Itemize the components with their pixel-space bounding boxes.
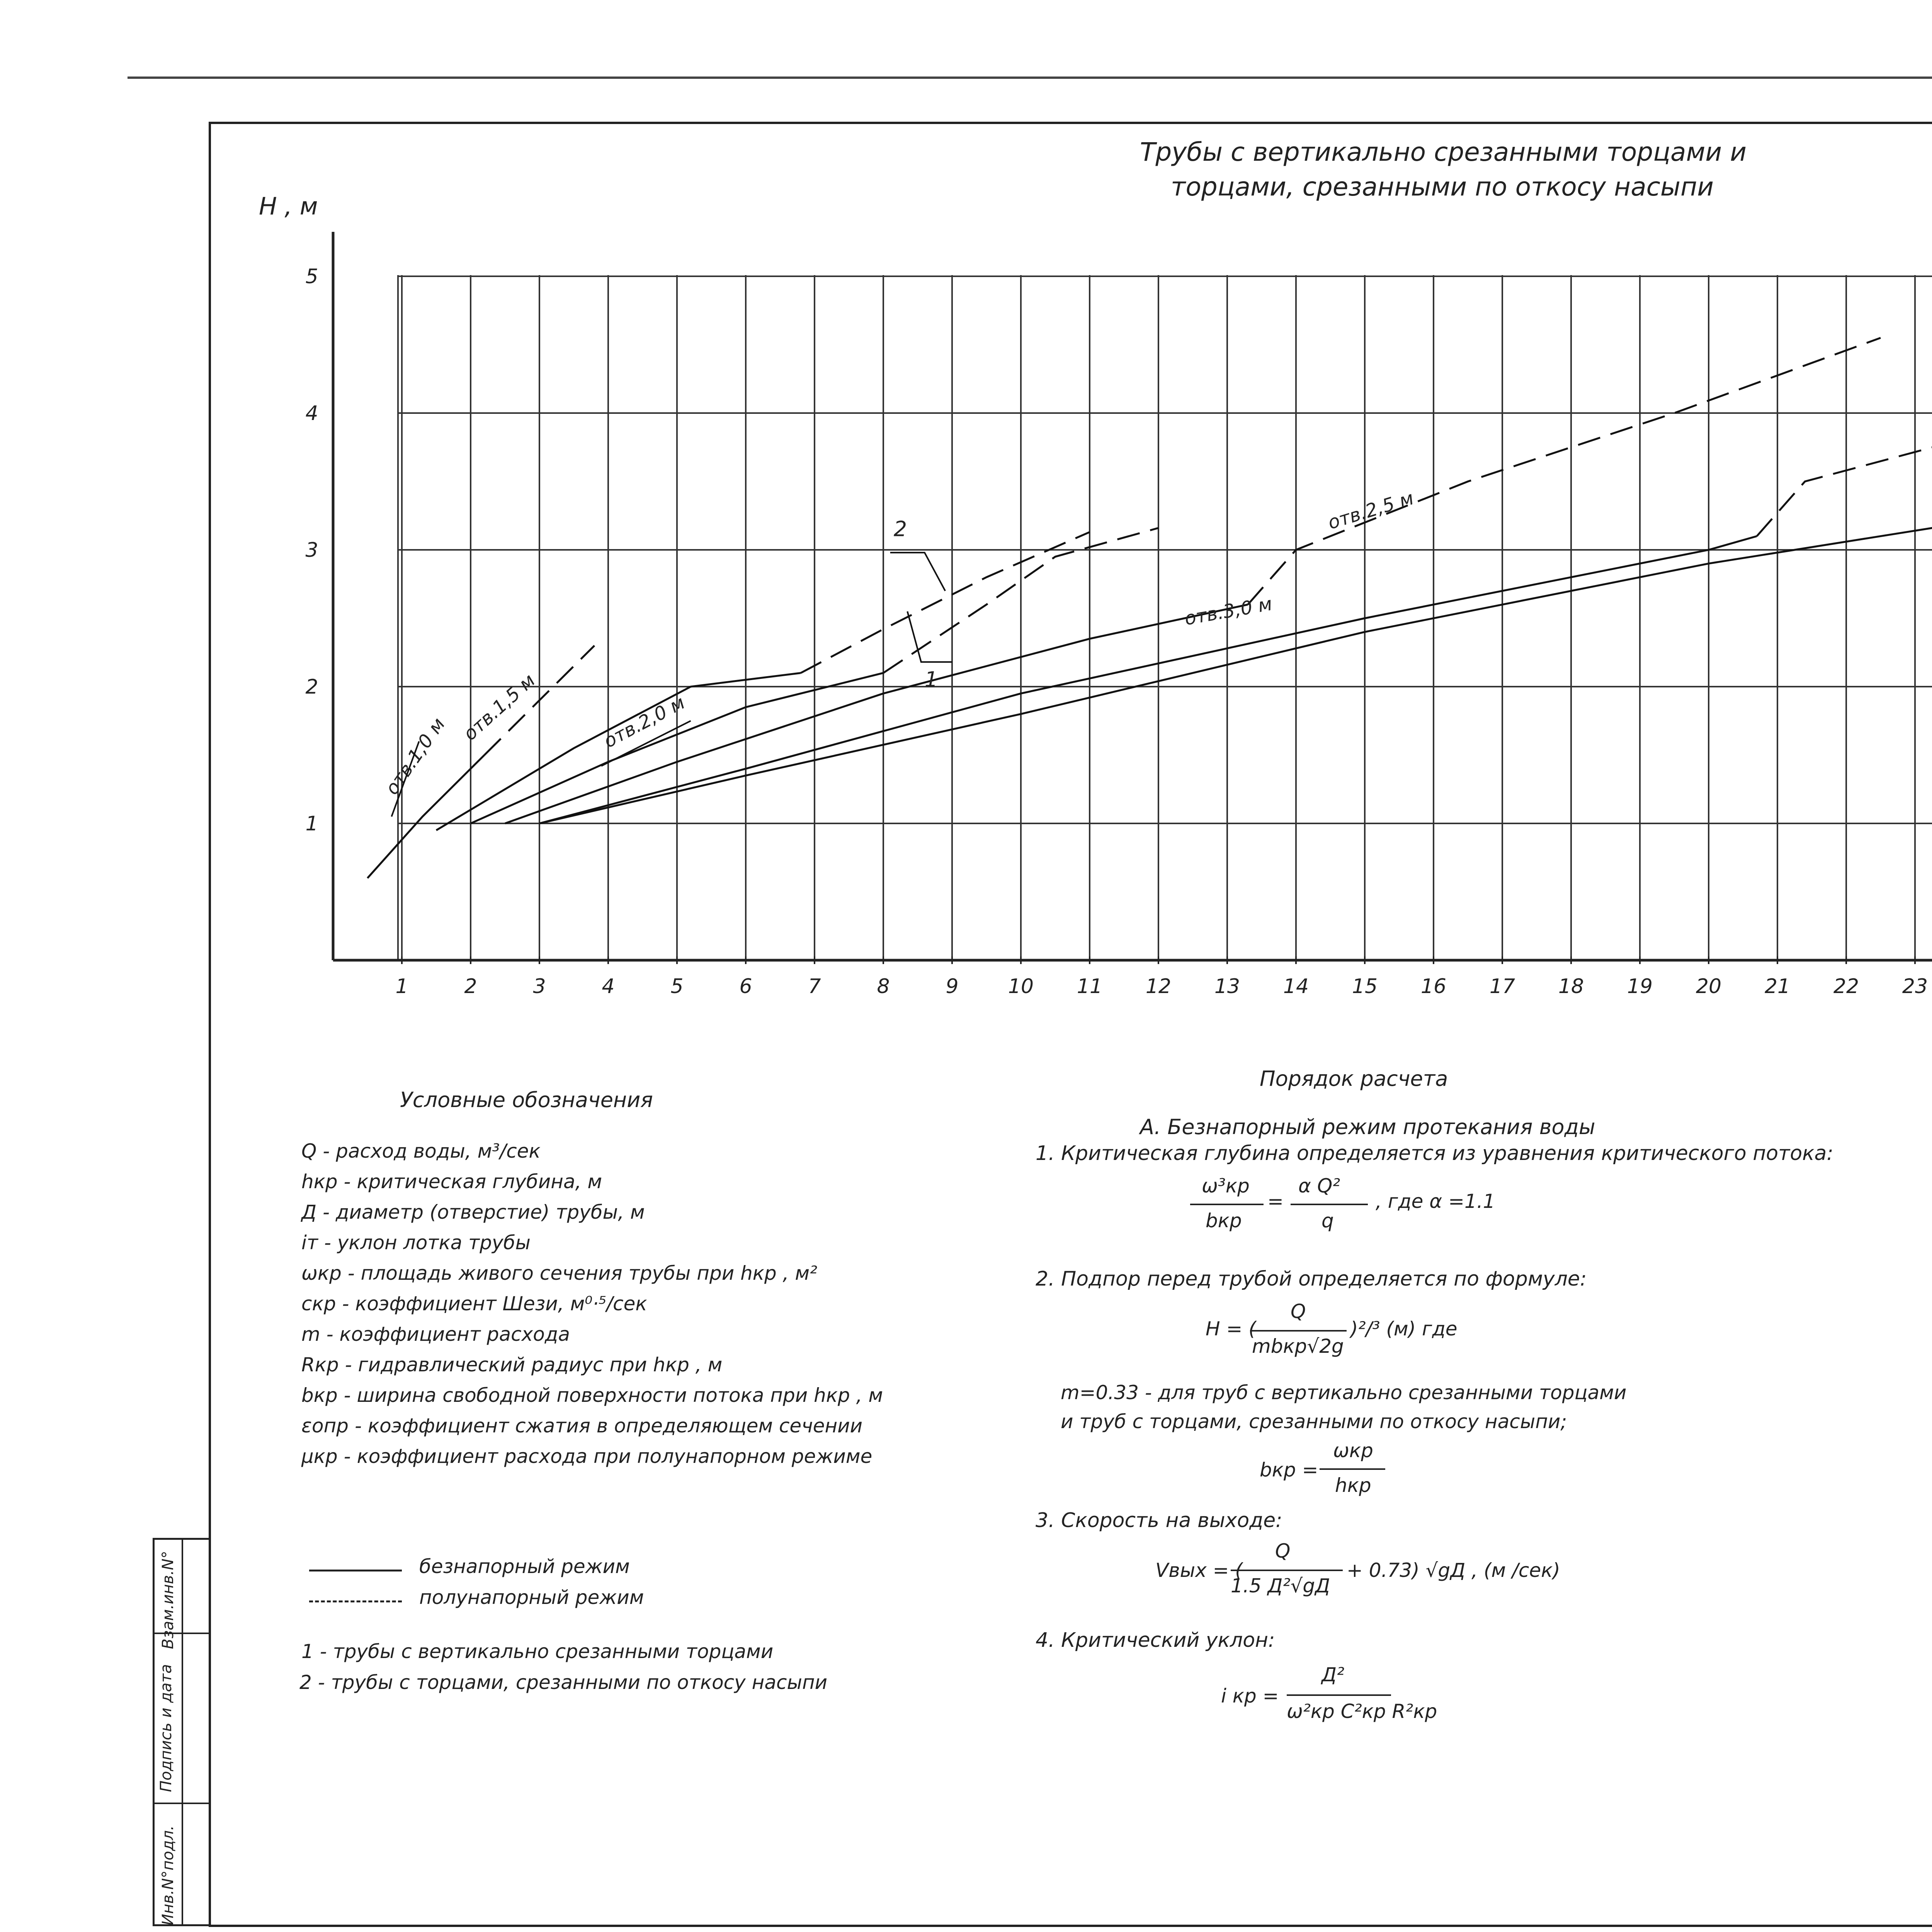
legend-solid-label: безнапорный режим xyxy=(419,1555,630,1578)
annotation-label: 1 xyxy=(924,667,938,692)
annotation-leader xyxy=(907,611,952,662)
x-tick-label: 5 xyxy=(670,975,684,998)
legend-item: m - коэффициент расхода xyxy=(301,1323,570,1345)
legend-item: εопр - коэффициент сжатия в определяющем сечении xyxy=(301,1415,863,1437)
step-a2-note1: m=0.33 - для труб с вертикально срезанными торцами xyxy=(1061,1381,1627,1404)
legend-item: bкр - ширина свободной поверхности потока при hкр , м xyxy=(301,1384,883,1406)
x-tick-label: 2 xyxy=(464,975,477,998)
y-tick-label: 4 xyxy=(305,402,318,425)
x-tick-label: 9 xyxy=(946,975,959,998)
y-axis-label: Н , м xyxy=(259,192,318,220)
legend-dashed-line xyxy=(309,1600,402,1602)
x-tick-label: 14 xyxy=(1283,975,1309,998)
x-tick-label: 13 xyxy=(1214,975,1240,998)
series-label: отв.2,5 м xyxy=(1325,487,1417,534)
y-tick-label: 3 xyxy=(305,539,318,562)
legend-heading: Условные обозначения xyxy=(400,1088,653,1112)
side-label-inv: Инв.N°подл. xyxy=(159,1825,177,1925)
step-a1: 1. Критическая глубина определяется из уравнения критического потока: xyxy=(1036,1142,1833,1165)
series-line-solid xyxy=(505,605,1248,823)
x-tick-label: 12 xyxy=(1145,975,1172,998)
x-tick-label: 10 xyxy=(1008,975,1034,998)
formula-surface-width: bкр = ωкр hкр xyxy=(1260,1437,1453,1507)
legend-item: hкр - критическая глубина, м xyxy=(301,1170,602,1193)
legend-item: Q - расход воды, м³/сек xyxy=(301,1140,541,1162)
x-tick-label: 6 xyxy=(739,975,752,998)
annotation-leader xyxy=(890,553,945,591)
side-label-sign: Подпись и дата xyxy=(157,1664,175,1792)
series-label: отв.3,0 м xyxy=(1183,593,1274,630)
x-tick-label: 21 xyxy=(1764,975,1791,998)
chart-title-line1: Трубы с вертикально срезанными торцами и xyxy=(1140,137,1747,167)
x-tick-label: 3 xyxy=(533,975,546,998)
formula-critical-flow: ω³кр bкр = α Q² q , где α =1.1 xyxy=(1190,1171,1538,1248)
y-tick-label: 5 xyxy=(305,265,318,288)
series-line-dashed xyxy=(1757,297,1932,536)
legend-note-2: 2 - трубы с торцами, срезанными по откосу насыпи xyxy=(299,1671,828,1694)
series-label: отв.1,5 м xyxy=(459,669,539,745)
procedure-heading: Порядок расчета xyxy=(1260,1066,1448,1091)
step-a2-note2: и труб с торцами, срезанными по откосу насыпи; xyxy=(1061,1410,1567,1433)
annotation-label: 2 xyxy=(893,517,907,541)
section-a-heading: А. Безнапорный режим протекания воды xyxy=(1140,1115,1595,1139)
series-label: отв.2,0 м xyxy=(600,692,689,752)
x-tick-label: 15 xyxy=(1352,975,1378,998)
series-line-solid xyxy=(539,447,1932,824)
x-tick-label: 7 xyxy=(808,975,821,998)
step-a3: 3. Скорость на выходе: xyxy=(1036,1509,1282,1532)
x-tick-label: 16 xyxy=(1420,975,1447,998)
formula-exit-velocity-a: Vвых = ( Q 1.5 Д²√gД + 0.73) √gД , (м /сек) xyxy=(1155,1540,1560,1597)
chart-title-line2: торцами, срезанными по откосу насыпи xyxy=(1171,172,1714,202)
x-tick-label: 20 xyxy=(1696,975,1722,998)
legend-item: cкр - коэффициент Шези, м⁰·⁵/сек xyxy=(301,1293,647,1315)
x-tick-label: 22 xyxy=(1833,975,1859,998)
legend-note-1: 1 - трубы с вертикально срезанными торцами xyxy=(301,1640,774,1663)
legend-item: ωкр - площадь живого сечения трубы при hкр , м² xyxy=(301,1262,818,1284)
step-a4: 4. Критический уклон: xyxy=(1036,1629,1275,1652)
series-line-solid xyxy=(367,755,485,878)
formula-critical-slope: i кр = Д² ω²кр C²кр R²кр xyxy=(1221,1663,1437,1723)
y-tick-label: 2 xyxy=(305,675,318,699)
legend-solid-line xyxy=(309,1570,402,1571)
x-tick-label: 19 xyxy=(1627,975,1653,998)
series-line-dashed xyxy=(1248,338,1881,604)
x-tick-label: 8 xyxy=(877,975,890,998)
formula-headwater: H = ( Q mbкр√2g )²/³ (м) где xyxy=(1206,1300,1458,1357)
step-a2: 2. Подпор перед трубой определяется по формуле: xyxy=(1036,1267,1587,1291)
x-tick-label: 4 xyxy=(602,975,615,998)
legend-dashed-label: полунапорный режим xyxy=(419,1586,644,1609)
legend-item: Д - диаметр (отверстие) трубы, м xyxy=(301,1201,645,1223)
y-tick-label: 1 xyxy=(305,812,318,835)
x-tick-label: 18 xyxy=(1558,975,1584,998)
x-tick-label: 17 xyxy=(1489,975,1515,998)
legend-item: iт - уклон лотка трубы xyxy=(301,1231,531,1254)
x-tick-label: 1 xyxy=(395,975,408,998)
legend-item: μкр - коэффициент расхода при полунапорном режиме xyxy=(301,1445,872,1468)
series-label: отв.1,0 м xyxy=(381,714,450,799)
side-label-replace: Взам.инв.N° xyxy=(159,1551,177,1649)
series-line-dashed xyxy=(801,532,1090,673)
x-tick-label: 23 xyxy=(1902,975,1928,998)
x-tick-label: 11 xyxy=(1077,975,1103,998)
legend-item: Rкр - гидравлический радиус при hкр , м xyxy=(301,1354,723,1376)
side-strip xyxy=(153,1538,211,1926)
